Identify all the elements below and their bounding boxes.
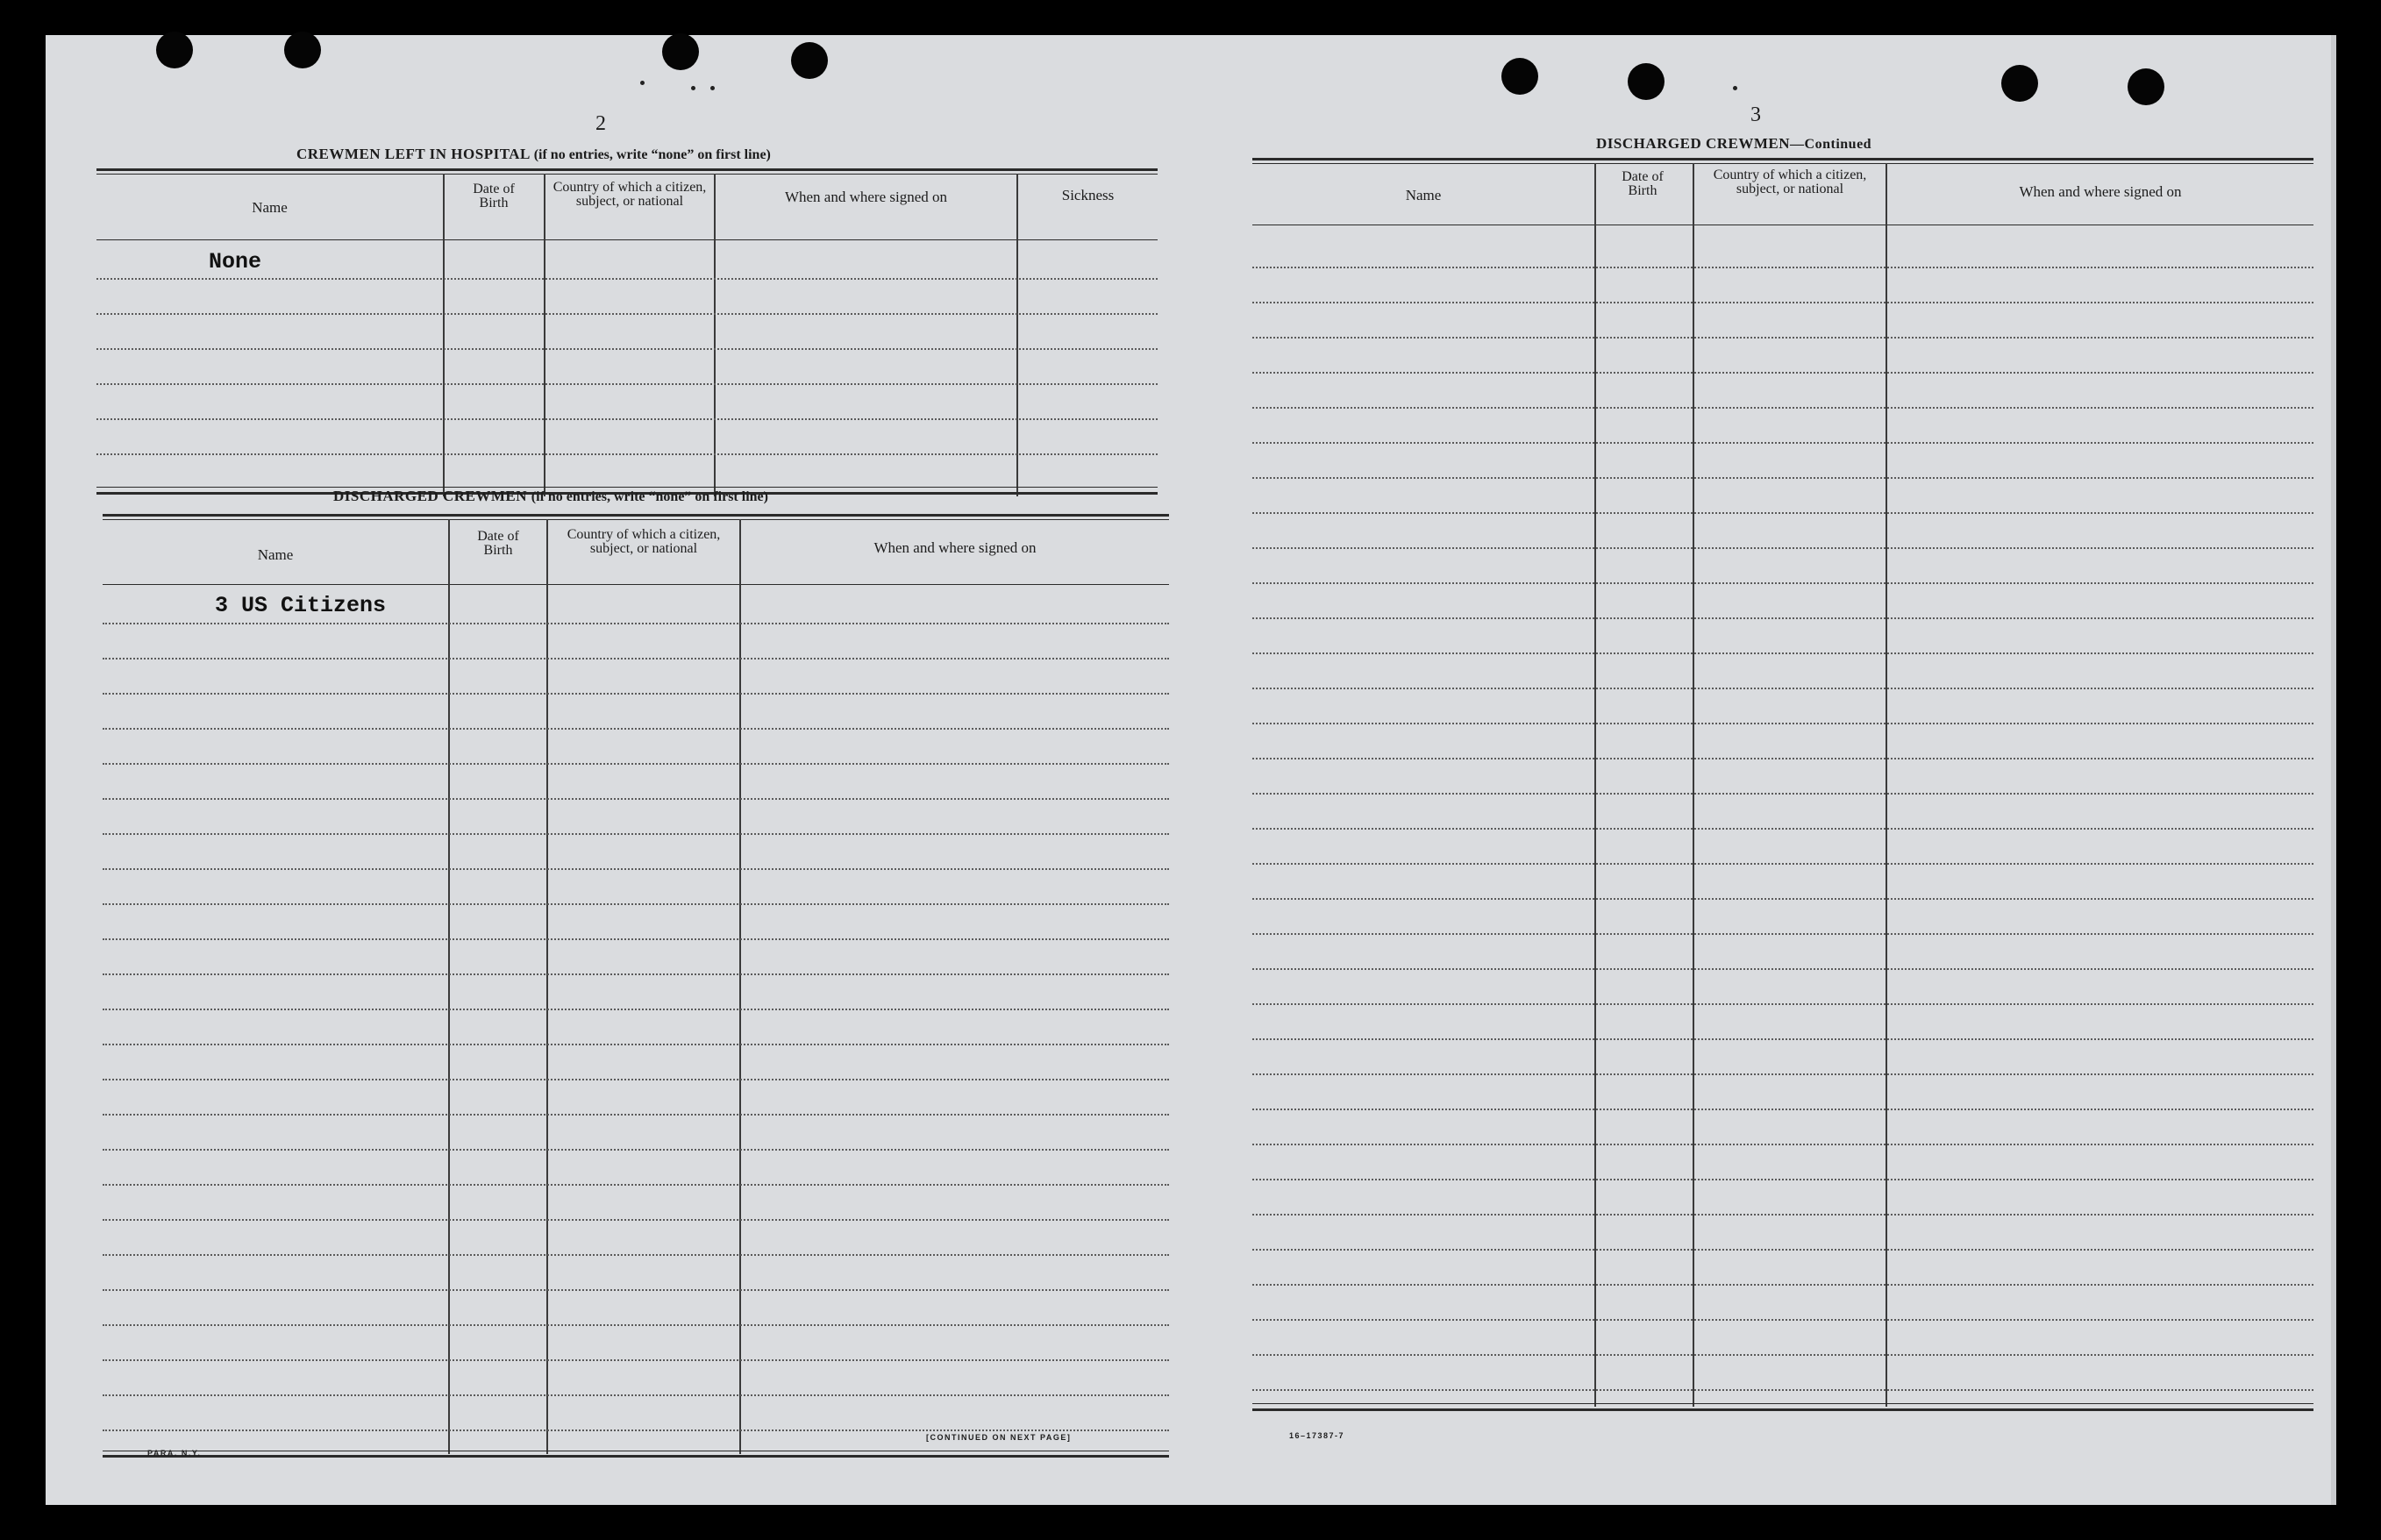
punch-hole: [791, 42, 828, 79]
table-row: [1252, 372, 2313, 374]
table-row: [1252, 582, 2313, 584]
table-row: [103, 833, 1169, 835]
table-row: [103, 798, 1169, 800]
table-row: [1252, 652, 2313, 654]
punch-hole: [284, 32, 321, 68]
table-row: [1252, 1109, 2313, 1110]
table-row: [96, 453, 1158, 455]
table-row: [1252, 337, 2313, 339]
table-row: [1252, 793, 2313, 795]
table-row: [103, 1429, 1169, 1431]
punch-hole: [2001, 65, 2038, 102]
table-row: [103, 1009, 1169, 1010]
table-row: [1252, 898, 2313, 900]
table-row: [103, 938, 1169, 940]
table-row: [103, 1289, 1169, 1291]
table-row: [1252, 1179, 2313, 1180]
table-row: [103, 623, 1169, 624]
table-row: [96, 313, 1158, 315]
table-row: [1252, 863, 2313, 865]
col-header-sickness: Sickness: [1061, 187, 1115, 203]
table-row: [1252, 723, 2313, 724]
table-row: [1252, 267, 2313, 268]
table-row: [1252, 1249, 2313, 1251]
speck: [710, 86, 715, 90]
table-row: [96, 278, 1158, 280]
table-row: [1252, 407, 2313, 409]
discharged-continued-heading: DISCHARGED CREWMEN—Continued: [1596, 135, 1872, 152]
table-row: [1252, 1073, 2313, 1075]
footer-continued: [CONTINUED ON NEXT PAGE]: [926, 1433, 1072, 1442]
speck: [691, 86, 695, 90]
table-row: [1252, 477, 2313, 479]
speck: [640, 81, 645, 85]
table-row: [1252, 688, 2313, 689]
table-row: [103, 1394, 1169, 1396]
table-row: [103, 903, 1169, 905]
table-row: [1252, 828, 2313, 830]
punch-hole: [662, 33, 699, 70]
table-row: [103, 1254, 1169, 1256]
table-row: [1252, 758, 2313, 759]
table-row: [103, 868, 1169, 870]
punch-hole: [2128, 68, 2164, 105]
footer-form-code: 16–17387-7: [1289, 1431, 1345, 1440]
hospital-heading: CREWMEN LEFT IN HOSPITAL (if no entries, write “none” on first line): [296, 146, 771, 162]
punch-hole: [1501, 58, 1538, 95]
table-row: [103, 1324, 1169, 1326]
col-header-country: Country of which a citizen, subject, or national: [552, 180, 707, 209]
footer-printer: PARA. N.Y.: [147, 1449, 202, 1458]
table-row: [103, 693, 1169, 695]
discharged-entry: 3 US Citizens: [215, 593, 387, 618]
table-row: [1252, 1038, 2313, 1040]
col-header-country: Country of which a citizen, subject, or national: [567, 527, 721, 556]
table-row: [103, 658, 1169, 659]
table-row: [1252, 512, 2313, 514]
table-row: [1252, 1214, 2313, 1216]
hospital-table: [96, 168, 1158, 502]
table-row: [103, 1114, 1169, 1116]
discharged-table: [103, 514, 1169, 1461]
col-header-dob: Date of Birth: [1622, 169, 1664, 198]
table-row: [103, 1184, 1169, 1186]
table-row: [96, 418, 1158, 420]
table-row: [103, 1044, 1169, 1045]
table-row: [1252, 1284, 2313, 1286]
col-header-dob: Date of Birth: [477, 529, 519, 558]
table-row: [103, 1079, 1169, 1080]
punch-hole: [156, 32, 193, 68]
table-row: [103, 728, 1169, 730]
table-row: [1252, 302, 2313, 303]
table-row: [1252, 617, 2313, 619]
page-number-right: 3: [1750, 103, 1761, 126]
table-row: [1252, 1354, 2313, 1356]
col-header-signed: When and where signed on: [784, 189, 948, 205]
table-row: [103, 1219, 1169, 1221]
table-row: [103, 973, 1169, 975]
col-header-name: Name: [1405, 187, 1442, 203]
table-row: [1252, 933, 2313, 935]
table-row: [1252, 1003, 2313, 1005]
col-header-signed: When and where signed on: [873, 539, 1037, 556]
punch-hole: [1628, 63, 1665, 100]
discharged-heading: DISCHARGED CREWMEN (if no entries, write “none” on first line): [333, 488, 768, 504]
speck: [1733, 86, 1737, 90]
col-header-signed: When and where signed on: [2019, 183, 2182, 200]
discharged-continued-table: [1252, 158, 2313, 1452]
table-row: [1252, 1144, 2313, 1145]
col-header-name: Name: [252, 199, 288, 216]
document-page: [46, 35, 2336, 1505]
table-row: [1252, 1319, 2313, 1321]
table-row: [1252, 547, 2313, 549]
table-row: [103, 1359, 1169, 1361]
col-header-name: Name: [257, 546, 294, 563]
table-row: [96, 383, 1158, 385]
table-row: [1252, 442, 2313, 444]
table-row: [1252, 1389, 2313, 1391]
table-row: [103, 763, 1169, 765]
table-row: [96, 348, 1158, 350]
hospital-entry: None: [209, 249, 262, 274]
page-edge: [2331, 35, 2336, 1505]
col-header-country: Country of which a citizen, subject, or national: [1713, 168, 1867, 196]
table-row: [1252, 968, 2313, 970]
page-number-left: 2: [595, 112, 606, 135]
col-header-dob: Date of Birth: [473, 182, 515, 210]
table-row: [103, 1149, 1169, 1151]
